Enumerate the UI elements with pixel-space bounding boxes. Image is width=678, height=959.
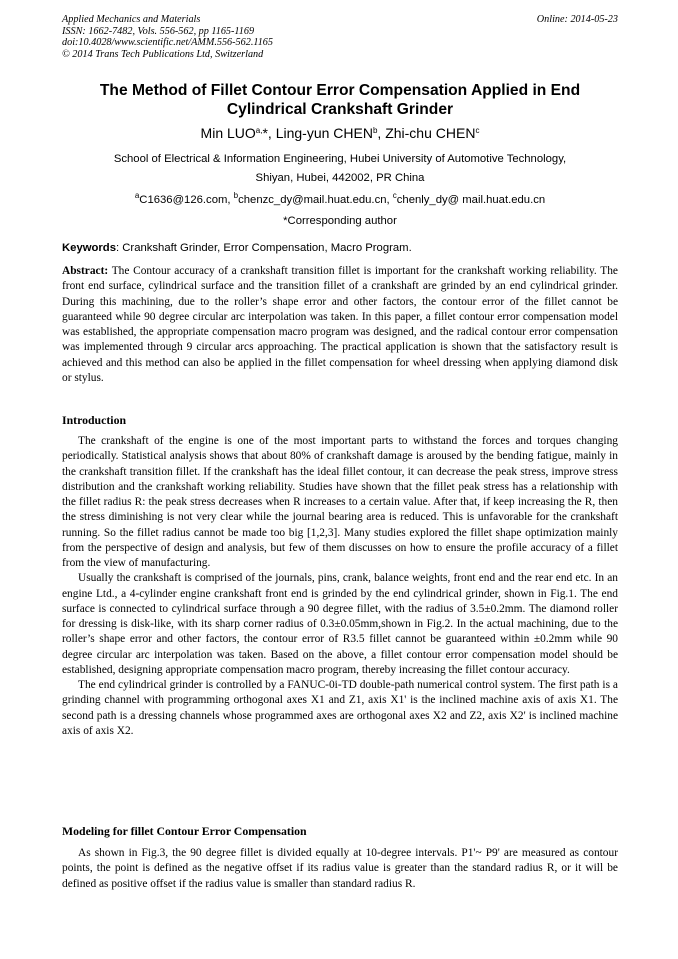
body-paragraph: As shown in Fig.3, the 90 degree fillet is divided equally at 10-degree intervals. P1'~ P9' are measured as contour points, the point is defined as the negative offset if its radius value is greater than the standard radius R, or it will be defined as positive offset if the radius value is smaller than standard radius R.	[62, 847, 618, 890]
author-name: Ling-yun CHEN	[275, 125, 373, 141]
keywords-text: : Crankshaft Grinder, Error Compensation, Macro Program.	[116, 242, 412, 254]
abstract-paragraph	[62, 264, 618, 386]
email-affil-mark: c	[392, 191, 397, 200]
author-list	[62, 125, 618, 142]
issn-line: ISSN: 1662-7482, Vols. 556-562, pp 1165-1169	[62, 25, 255, 37]
author-affil-mark: c	[475, 126, 480, 135]
abstract-text: The Contour accuracy of a crankshaft transition fillet is important for the crankshaft working reliability. The front end surface, cylindrical surface and the transition fillet of a crankshaft are grinded by an end cylindrical grinder. During this machining, due to the roller’s shape error and other factors, the contour error of the fillet cannot be guaranteed while 90 degree circular arc interpolation was taken. In this paper, a fillet contour error compensation model was established, the appropriate compensation macro program was designed, and the radical contour error compensation was implemented through 9 circular arcs approaching. The practical application is shown that the satisfactory result is achieved and this method can also be applied in the fillet compensation for wheel dressing when applying diamond disk or stylus.	[62, 265, 618, 384]
author-separator: *,	[262, 125, 276, 141]
journal-header	[62, 14, 618, 60]
email-address: chenly_dy@ mail.huat.edu.cn	[396, 194, 546, 206]
section-heading-introduction: Introduction	[62, 413, 127, 427]
paper-title: The Method of Fillet Contour Error Compensation Applied in End Cylindrical Crankshaft Grinder	[99, 82, 581, 118]
keywords-label: Keywords	[62, 242, 116, 254]
email-address: chenzc_dy@mail.huat.edu.cn,	[238, 194, 393, 206]
email-address: C1636@126.com,	[139, 194, 234, 206]
email-affil-mark: b	[233, 191, 239, 200]
email-affil-mark: a	[134, 191, 140, 200]
author-affil-mark: a,	[255, 126, 263, 135]
affiliation-line: Shiyan, Hubei, 442002, PR China	[255, 172, 425, 184]
copyright-line: © 2014 Trans Tech Publications Ltd, Switzerland	[62, 48, 264, 60]
author-name: Min LUO	[200, 125, 256, 141]
online-date: Online: 2014-05-23	[536, 14, 618, 25]
doi-line: doi:10.4028/www.scientific.net/AMM.556-562.1165	[62, 37, 273, 49]
modeling-body	[62, 846, 618, 892]
keywords-line	[62, 241, 618, 255]
body-paragraph: Usually the crankshaft is comprised of the journals, pins, crank, balance weights, front end and the rear end etc. In an engine Ltd., a 4-cylinder engine crankshaft front end is grinded by the end cylindrical grinder, shown in Fig.1. The end surface is connected to cylindrical surface through a 90 degree fillet, with the radius of 3.5±0.2mm. The diamond roller for dressing is disk-like, with its sharp corner radius of 0.3±0.05mm,shown in Fig.2. In the actual machining, due to the roller’s shape error and other factors, the contour error of R3.5 fillet cannot be guaranteed within ±0.2mm while 90 degree circular arc interpolation was taken. Based on the above, a fillet contour error compensation model should be established, designing appropriate compensation macro program, thereby increasing the fillet contour accuracy.	[62, 572, 618, 676]
author-name: Zhi-chu CHEN	[385, 125, 476, 141]
author-separator: ,	[377, 125, 386, 141]
affiliation-line: School of Electrical & Information Engineering, Hubei University of Automotive Technology,	[113, 153, 567, 165]
body-paragraph: The crankshaft of the engine is one of the most important parts to withstand the forces and torques changing periodically. Statistical analysis shows that about 80% of crankshaft damage is aroused by the bending fatigue, mainly in the crankshaft transition fillet. If the crankshaft has the ideal fillet contour, it can decrease the peak stress, improve stress distribution and the crankshaft working reliability. Studies have shown that the fillet peak stress has a relationship with the fillet radius R: the peak stress decreases when R increases to a certain value. After that, if keep increasing the R, then the stress diminishing is not very clear while the journal bearing area is reduced. This is unfavorable for the crankshaft running. So the fillet radius cannot be made too big [1,2,3]. Many studies explored the fillet shape optimization mainly from the perspective of design and analysis, but few of them discusses on how to ensure the profile accuracy of a fillet from the view of manufacturing.	[62, 435, 618, 569]
journal-name: Applied Mechanics and Materials	[62, 14, 201, 25]
body-paragraph: The end cylindrical grinder is controlled by a FANUC-0i-TD double-path numerical control system. The first path is a grinding channel with programming orthogonal axes X1 and Z1, axis X1' is the inclined machine axis of axis X1. The second path is a dressing channels whose programmed axes are orthogonal axes X2 and Z2, axis X2' is inclined machine axis of axis X2.	[62, 679, 618, 737]
introduction-body	[62, 434, 618, 739]
email-list	[62, 193, 618, 207]
author-affil-mark: b	[372, 126, 378, 135]
abstract-label: Abstract:	[62, 265, 109, 277]
section-heading-modeling: Modeling for fillet Contour Error Compensation	[62, 824, 307, 838]
corresponding-author-note: *Corresponding author	[283, 215, 397, 227]
